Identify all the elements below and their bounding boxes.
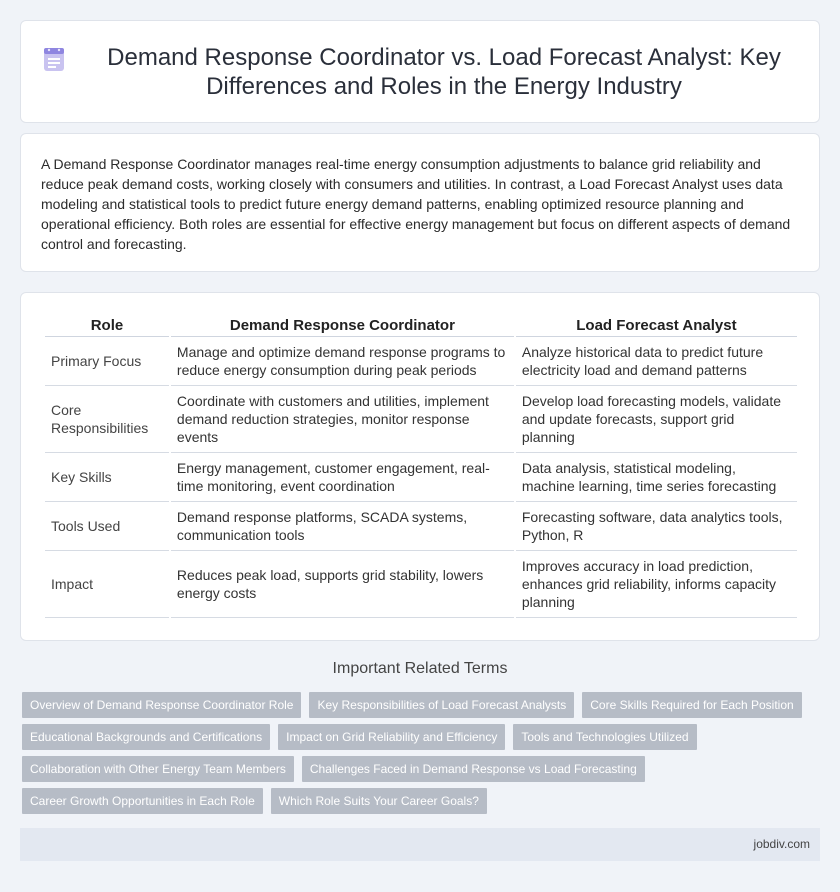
related-term-tag[interactable]: Overview of Demand Response Coordinator Role (22, 692, 301, 718)
related-terms-list (22, 692, 822, 820)
table-row (45, 453, 797, 502)
related-term-tag[interactable]: Impact on Grid Reliability and Efficiency (278, 724, 505, 750)
intro-paragraph: A Demand Response Coordinator manages real-time energy consumption adjustments to balance grid reliability and reduce peak demand costs, working closely with consumers and utilities. In contrast, a Load Forecast Analyst uses data modeling and statistical tools to predict future energy demand patterns, enabling optimized resource planning and operational efficiency. Both roles are essential for effective energy management but focus on different aspects of demand control and forecasting. (41, 156, 791, 252)
related-term-tag[interactable]: Collaboration with Other Energy Team Members (22, 756, 294, 782)
related-term-tag[interactable]: Educational Backgrounds and Certifications (22, 724, 270, 750)
table-cell: Analyze historical data to predict future electricity load and demand patterns (516, 337, 797, 386)
tag-row (22, 788, 822, 814)
related-term-tag[interactable]: Core Skills Required for Each Position (582, 692, 801, 718)
table-cell: Coordinate with customers and utilities, implement demand reduction strategies, monitor response events (171, 386, 514, 453)
table-row (45, 502, 797, 551)
table-cell: Data analysis, statistical modeling, machine learning, time series forecasting (516, 453, 797, 502)
footer (20, 828, 820, 861)
related-term-tag[interactable]: Which Role Suits Your Career Goals? (271, 788, 487, 814)
row-label: Primary Focus (45, 337, 169, 386)
row-label: Impact (45, 551, 169, 618)
tag-row (22, 756, 822, 782)
header-load-forecast-analyst: Load Forecast Analyst (516, 317, 797, 337)
table-cell: Energy management, customer engagement, real-time monitoring, event coordination (171, 453, 514, 502)
intro-card (20, 133, 820, 272)
comparison-card (20, 292, 820, 641)
table-row (45, 337, 797, 386)
table-cell: Develop load forecasting models, validate and update forecasts, support grid planning (516, 386, 797, 453)
comparison-table (43, 317, 799, 618)
title-card (20, 20, 820, 123)
table-cell: Manage and optimize demand response programs to reduce energy consumption during peak periods (171, 337, 514, 386)
page-title: Demand Response Coordinator vs. Load Forecast Analyst: Key Differences and Roles in the Energy Industry (107, 43, 781, 100)
row-label: Core Responsibilities (45, 386, 169, 453)
document-icon (41, 46, 67, 72)
related-term-tag[interactable]: Tools and Technologies Utilized (513, 724, 696, 750)
tag-row (22, 724, 822, 750)
table-cell: Reduces peak load, supports grid stability, lowers energy costs (171, 551, 514, 618)
footer-site-link[interactable]: jobdiv.com (753, 837, 810, 851)
table-cell: Improves accuracy in load prediction, enhances grid reliability, informs capacity planning (516, 551, 797, 618)
table-row (45, 551, 797, 618)
tag-row (22, 692, 822, 718)
table-cell: Demand response platforms, SCADA systems, communication tools (171, 502, 514, 551)
related-term-tag[interactable]: Career Growth Opportunities in Each Role (22, 788, 263, 814)
table-header-row (45, 317, 797, 337)
header-demand-response-coordinator: Demand Response Coordinator (171, 317, 514, 337)
table-row (45, 386, 797, 453)
related-term-tag[interactable]: Challenges Faced in Demand Response vs Load Forecasting (302, 756, 645, 782)
related-terms-title: Important Related Terms (332, 660, 508, 677)
related-term-tag[interactable]: Key Responsibilities of Load Forecast Analysts (309, 692, 574, 718)
table-cell: Forecasting software, data analytics tools, Python, R (516, 502, 797, 551)
row-label: Tools Used (45, 502, 169, 551)
header-role: Role (45, 317, 169, 337)
row-label: Key Skills (45, 453, 169, 502)
